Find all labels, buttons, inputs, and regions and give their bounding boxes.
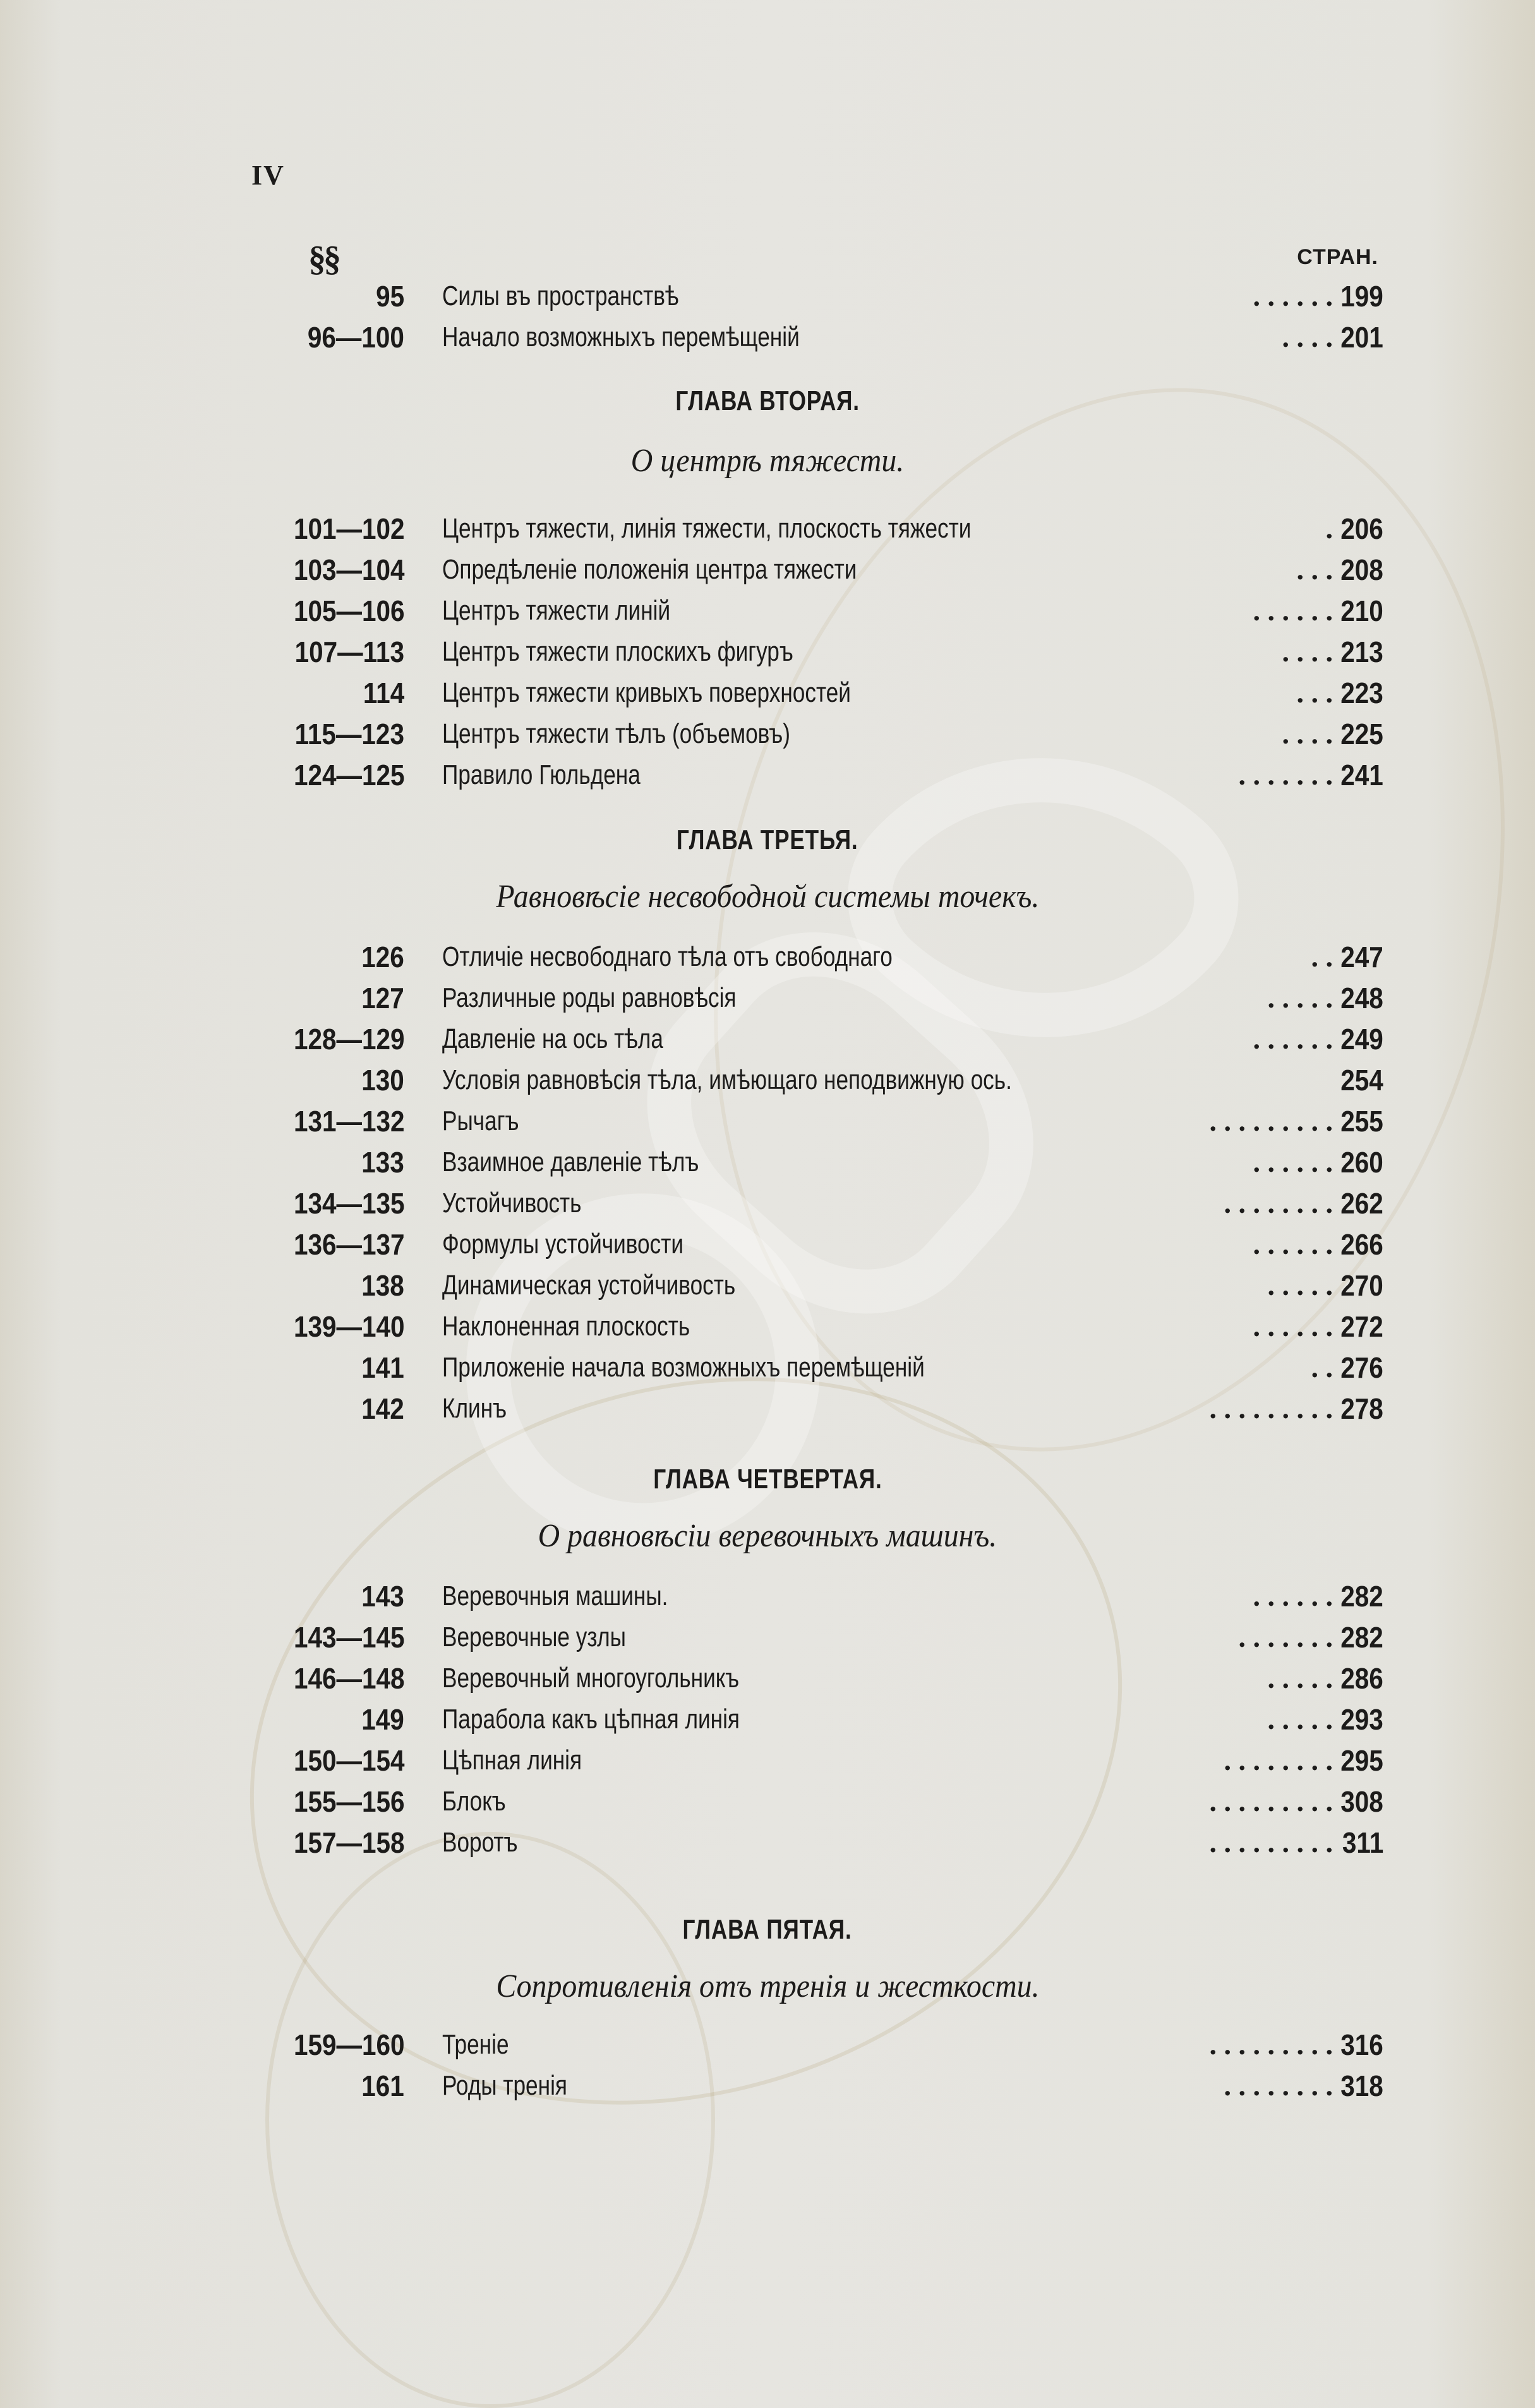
chapter-subtitle bbox=[0, 442, 1535, 479]
entry-title: Взаимное давленіе тѣлъ bbox=[442, 1147, 699, 1177]
leader-dots: . . . . . . . bbox=[1238, 1621, 1333, 1653]
page-column-header: СТРАН. bbox=[1297, 245, 1378, 269]
page-number: IV bbox=[251, 160, 285, 191]
entry-title: Клинъ bbox=[442, 1393, 507, 1424]
leader-dots: . . . . . . bbox=[1253, 1580, 1333, 1612]
toc-entry bbox=[0, 1699, 1535, 1740]
leader-dots: . . . . . . bbox=[1253, 1228, 1333, 1260]
toc-entry bbox=[0, 755, 1535, 795]
chapter-subtitle bbox=[0, 1968, 1535, 2005]
toc-entry bbox=[0, 1306, 1535, 1347]
entry-title: Роды тренія bbox=[442, 2070, 567, 2101]
leader-dots: . . . . . . . . . bbox=[1209, 1826, 1333, 1858]
section-numbers: 124—125 bbox=[293, 759, 404, 792]
toc-entry bbox=[0, 1658, 1535, 1699]
page-reference: 213 bbox=[1340, 635, 1383, 668]
chapter-heading-text: ГЛАВА ТРЕТЬЯ. bbox=[677, 824, 858, 855]
toc-entry bbox=[0, 1101, 1535, 1141]
page-reference: 295 bbox=[1340, 1744, 1383, 1777]
entry-title: Блокъ bbox=[442, 1786, 506, 1817]
section-numbers: 130 bbox=[361, 1064, 404, 1097]
section-numbers: 126 bbox=[361, 941, 404, 973]
page-reference: 248 bbox=[1340, 982, 1383, 1014]
toc-entry bbox=[0, 1576, 1535, 1616]
entry-title: Правило Гюльдена bbox=[442, 759, 641, 790]
chapter-subtitle bbox=[0, 878, 1535, 915]
page-reference: 254 bbox=[1340, 1064, 1383, 1097]
entry-title: Динамическая устойчивость bbox=[442, 1270, 736, 1301]
chapter-heading bbox=[0, 824, 1535, 856]
chapter-subtitle bbox=[0, 1517, 1535, 1555]
entry-title: Условія равновѣсія тѣла, имѣющаго неподвижную ось. bbox=[442, 1064, 1012, 1095]
page-reference: 286 bbox=[1340, 1662, 1383, 1695]
chapter-subtitle-text: Равновѣсіе несвободной системы точекъ. bbox=[496, 879, 1039, 915]
entry-title: Центръ тяжести тѣлъ (объемовъ) bbox=[442, 718, 790, 749]
leader-dots: . . bbox=[1311, 941, 1333, 973]
chapter-subtitle-text: Сопротивленія отъ тренія и жесткости. bbox=[495, 1968, 1040, 2004]
page-reference: 272 bbox=[1340, 1310, 1383, 1343]
toc-entry bbox=[0, 1142, 1535, 1183]
entry-title: Давленіе на ось тѣла bbox=[442, 1023, 663, 1054]
section-numbers: 155—156 bbox=[293, 1785, 404, 1818]
toc-entry bbox=[0, 276, 1535, 316]
entry-title: Опредѣленіе положенія центра тяжести bbox=[442, 554, 857, 585]
page-reference: 278 bbox=[1340, 1392, 1383, 1425]
entry-title: Формулы устойчивости bbox=[442, 1229, 683, 1260]
toc-entry bbox=[0, 714, 1535, 754]
leader-dots: . . . . . . . . bbox=[1224, 1187, 1333, 1219]
section-numbers: 161 bbox=[361, 2069, 404, 2102]
toc-entry bbox=[0, 509, 1535, 549]
toc-entry bbox=[0, 978, 1535, 1018]
page-reference: 208 bbox=[1340, 553, 1383, 586]
entry-title: Центръ тяжести, линія тяжести, плоскость тяжести bbox=[442, 513, 972, 544]
toc-entry bbox=[0, 591, 1535, 631]
entry-title: Центръ тяжести линій bbox=[442, 595, 671, 626]
leader-dots: . bbox=[1325, 512, 1333, 545]
toc-entry bbox=[0, 1781, 1535, 1822]
page-reference: 311 bbox=[1342, 1826, 1383, 1859]
leader-dots: . . . bbox=[1296, 677, 1333, 709]
leader-dots: . . . . . . bbox=[1253, 280, 1333, 312]
entry-title: Веревочные узлы bbox=[442, 1622, 626, 1652]
entry-title: Веревочный многоугольникъ bbox=[442, 1663, 740, 1694]
section-numbers: 141 bbox=[361, 1351, 404, 1384]
toc-entry bbox=[0, 1183, 1535, 1224]
page-reference: 282 bbox=[1340, 1580, 1383, 1613]
section-numbers: 143 bbox=[361, 1580, 404, 1613]
page-reference: 206 bbox=[1340, 512, 1383, 545]
section-numbers: 105—106 bbox=[293, 594, 404, 627]
leader-dots: . . . . . . . . . bbox=[1209, 1392, 1333, 1424]
toc-entry bbox=[0, 550, 1535, 590]
toc-entry bbox=[0, 632, 1535, 672]
entry-title: Веревочныя машины. bbox=[442, 1580, 668, 1611]
toc-entry bbox=[0, 1347, 1535, 1388]
page-reference: 308 bbox=[1340, 1785, 1383, 1818]
section-numbers: 159—160 bbox=[293, 2028, 404, 2061]
leader-dots: . . . bbox=[1296, 553, 1333, 586]
section-numbers: 127 bbox=[361, 982, 404, 1014]
toc-entry bbox=[0, 1019, 1535, 1059]
toc-entry bbox=[0, 1617, 1535, 1658]
section-numbers: 136—137 bbox=[293, 1228, 404, 1261]
entry-title: Воротъ bbox=[442, 1827, 518, 1858]
leader-dots: . . . . . bbox=[1267, 982, 1333, 1014]
section-numbers: 157—158 bbox=[293, 1826, 404, 1859]
entry-title: Устойчивость bbox=[442, 1188, 582, 1219]
toc-entry bbox=[0, 1822, 1535, 1863]
entry-title: Приложеніе начала возможныхъ перемѣщеній bbox=[442, 1352, 925, 1383]
leader-dots: . . . . . . bbox=[1253, 1023, 1333, 1055]
chapter-subtitle-text: О равновѣсіи веревочныхъ машинъ. bbox=[538, 1518, 997, 1554]
leader-dots: . . . . bbox=[1282, 718, 1333, 750]
toc-entry bbox=[0, 2025, 1535, 2065]
section-mark-header: §§ bbox=[308, 239, 339, 279]
entry-title: Рычагъ bbox=[442, 1105, 519, 1136]
chapter-heading bbox=[0, 385, 1535, 417]
section-numbers: 103—104 bbox=[293, 553, 404, 586]
section-numbers: 101—102 bbox=[293, 512, 404, 545]
page-reference: 276 bbox=[1340, 1351, 1383, 1384]
entry-title: Парабола какъ цѣпная линія bbox=[442, 1704, 740, 1735]
page-reference: 247 bbox=[1340, 941, 1383, 973]
entry-title: Различные роды равновѣсія bbox=[442, 982, 737, 1013]
page-reference: 266 bbox=[1340, 1228, 1383, 1261]
section-numbers: 95 bbox=[375, 280, 404, 313]
section-numbers: 134—135 bbox=[293, 1187, 404, 1220]
toc-entry bbox=[0, 317, 1535, 358]
page-reference: 225 bbox=[1340, 718, 1383, 750]
leader-dots: . . . . . . . . bbox=[1224, 2069, 1333, 2102]
entry-title: Силы въ пространствѣ bbox=[442, 280, 679, 311]
leader-dots: . . . . . . . . . bbox=[1209, 1785, 1333, 1817]
chapter-heading bbox=[0, 1914, 1535, 1946]
chapter-heading-text: ГЛАВА ЧЕТВЕРТАЯ. bbox=[653, 1464, 882, 1495]
section-numbers: 133 bbox=[361, 1146, 404, 1179]
page-reference: 270 bbox=[1340, 1269, 1383, 1302]
leader-dots: . . . . bbox=[1282, 321, 1333, 353]
page-reference: 199 bbox=[1340, 280, 1383, 313]
leader-dots: . . bbox=[1311, 1351, 1333, 1383]
section-numbers: 96—100 bbox=[307, 321, 404, 354]
page-reference: 316 bbox=[1340, 2028, 1383, 2061]
toc-entry bbox=[0, 673, 1535, 713]
toc-entry bbox=[0, 937, 1535, 977]
page-reference: 249 bbox=[1340, 1023, 1383, 1056]
section-numbers: 142 bbox=[361, 1392, 404, 1425]
leader-dots: . . . . . . . . . bbox=[1209, 1105, 1333, 1137]
section-numbers: 115—123 bbox=[294, 718, 404, 750]
page-reference: 201 bbox=[1340, 321, 1383, 354]
page-reference: 318 bbox=[1340, 2069, 1383, 2102]
entry-title: Отличіе несвободнаго тѣла отъ свободнаго bbox=[442, 941, 893, 972]
section-numbers: 150—154 bbox=[293, 1744, 404, 1777]
toc-entry bbox=[0, 1388, 1535, 1429]
toc-entry bbox=[0, 1740, 1535, 1781]
chapter-subtitle-text: О центрѣ тяжести. bbox=[630, 443, 905, 479]
entry-title: Центръ тяжести кривыхъ поверхностей bbox=[442, 677, 851, 708]
entry-title: Наклоненная плоскость bbox=[442, 1311, 690, 1342]
leader-dots: . . . . . bbox=[1267, 1703, 1333, 1735]
page-reference: 293 bbox=[1340, 1703, 1383, 1736]
section-numbers: 146—148 bbox=[293, 1662, 404, 1695]
page-reference: 260 bbox=[1340, 1146, 1383, 1179]
toc-entry bbox=[0, 1060, 1535, 1100]
chapter-heading-text: ГЛАВА ВТОРАЯ. bbox=[675, 385, 860, 416]
section-numbers: 143—145 bbox=[293, 1621, 404, 1654]
section-numbers: 114 bbox=[363, 677, 404, 709]
section-numbers: 138 bbox=[361, 1269, 404, 1302]
page-reference: 255 bbox=[1340, 1105, 1383, 1138]
section-numbers: 131—132 bbox=[293, 1105, 404, 1138]
section-numbers: 139—140 bbox=[293, 1310, 404, 1343]
leader-dots: . . . . . . . . bbox=[1224, 1744, 1333, 1776]
entry-title: Цѣпная линія bbox=[442, 1745, 582, 1776]
page-reference: 241 bbox=[1340, 759, 1383, 792]
section-numbers: 107—113 bbox=[294, 635, 404, 668]
section-numbers: 149 bbox=[361, 1703, 404, 1736]
entry-title: Начало возможныхъ перемѣщеній bbox=[442, 322, 800, 352]
entry-title: Центръ тяжести плоскихъ фигуръ bbox=[442, 636, 793, 667]
leader-dots: . . . . . . bbox=[1253, 594, 1333, 627]
section-numbers: 128—129 bbox=[293, 1023, 404, 1056]
toc-entry bbox=[0, 1224, 1535, 1265]
leader-dots: . . . . . . . bbox=[1238, 759, 1333, 791]
page-reference: 223 bbox=[1340, 677, 1383, 709]
leader-dots: . . . . . bbox=[1267, 1662, 1333, 1694]
toc-entry bbox=[0, 2066, 1535, 2106]
page-reference: 210 bbox=[1340, 594, 1383, 627]
chapter-heading-text: ГЛАВА ПЯТАЯ. bbox=[682, 1914, 853, 1945]
page-reference: 282 bbox=[1340, 1621, 1383, 1654]
toc-entry bbox=[0, 1265, 1535, 1306]
page-reference: 262 bbox=[1340, 1187, 1383, 1220]
entry-title: Треніе bbox=[442, 2029, 509, 2060]
leader-dots: . . . . . bbox=[1267, 1269, 1333, 1301]
leader-dots: . . . . . . bbox=[1253, 1310, 1333, 1342]
chapter-heading bbox=[0, 1464, 1535, 1495]
leader-dots: . . . . bbox=[1282, 635, 1333, 668]
leader-dots: . . . . . . bbox=[1253, 1146, 1333, 1178]
leader-dots: . . . . . . . . . bbox=[1209, 2028, 1333, 2061]
